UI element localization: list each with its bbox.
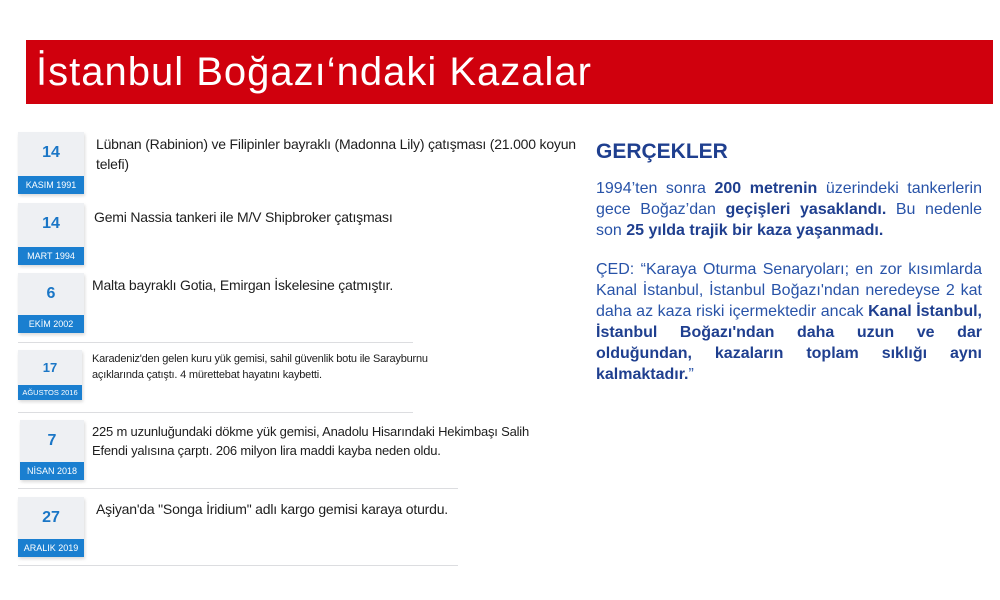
event-description: Lübnan (Rabinion) ve Filipinler bayraklı (Madonna Lily) çatışması (21.000 koyun telefi) <box>96 136 576 173</box>
timeline-event <box>18 203 564 265</box>
page-title: İstanbul Boğazı‘ndaki Kazalar <box>36 49 592 94</box>
facts-emphasis: geçişleri yasaklandı. <box>725 201 887 218</box>
date-card <box>18 132 84 194</box>
divider <box>18 488 458 489</box>
date-month: ARALIK 2019 <box>18 539 84 557</box>
date-day: 6 <box>46 285 56 302</box>
facts-text: 1994’ten sonra <box>596 180 715 197</box>
timeline-event <box>18 132 591 194</box>
event-description: Gemi Nassia tankeri ile M/V Shipbroker çatışması <box>94 209 393 225</box>
date-day: 27 <box>42 509 60 526</box>
facts-text: Bu nedenle son <box>596 201 982 239</box>
event-description: Karadeniz'den gelen kuru yük gemisi, sahil güvenlik botu ile Sarayburnu açıklarında çatıştı. 4 mürettebat hayatını kaybetti. <box>92 353 428 381</box>
date-card <box>18 203 84 265</box>
facts-heading: GERÇEKLER <box>596 140 728 163</box>
facts-emphasis: 25 yılda trajik bir kaza yaşanmadı. <box>626 222 884 239</box>
date-card <box>18 273 84 333</box>
timeline-event <box>18 350 472 400</box>
timeline-event <box>18 273 562 333</box>
date-month: AĞUSTOS 2016 <box>18 385 82 400</box>
facts-panel <box>596 140 982 403</box>
divider <box>18 412 413 413</box>
date-card <box>18 497 84 557</box>
timeline-event <box>20 420 552 480</box>
date-month: EKİM 2002 <box>18 315 84 333</box>
event-description: 225 m uzunluğundaki dökme yük gemisi, Anadolu Hisarındaki Hekimbaşı Salih Efendi yalısına çarptı. 206 milyon lira maddi kayba neden oldu. <box>92 424 530 458</box>
date-day: 14 <box>42 215 60 232</box>
date-month: MART 1994 <box>18 247 84 265</box>
divider <box>18 342 413 343</box>
facts-emphasis: Kanal İstanbul, İstanbul Boğazı'ndan daha uzun ve dar olduğundan, kazaların toplam sıklığı aynı kalmaktadır. <box>596 303 982 383</box>
facts-text: ÇED: “Karaya Oturma Senaryoları; en zor kısımlarda Kanal İstanbul, İstanbul Boğazı'ndan neredeyse 2 kat daha az kaza riski içermektedir ancak <box>596 261 982 320</box>
date-day: 7 <box>47 432 57 449</box>
date-card <box>20 420 84 480</box>
event-description: Aşiyan'da "Songa İridium" adlı kargo gemisi karaya oturdu. <box>96 501 448 517</box>
date-month: NİSAN 2018 <box>20 462 84 480</box>
date-month: KASIM 1991 <box>18 176 84 194</box>
facts-text: üzerindeki tankerlerin gece Boğaz’dan <box>596 180 982 218</box>
facts-text: ” <box>688 366 694 383</box>
timeline-event <box>18 497 536 557</box>
date-day: 14 <box>42 144 60 161</box>
event-description: Malta bayraklı Gotia, Emirgan İskelesine çatmıştır. <box>92 277 394 293</box>
facts-paragraph-ced <box>596 259 982 385</box>
divider <box>18 565 458 566</box>
facts-paragraph-ban <box>596 178 982 241</box>
date-card <box>18 350 82 400</box>
facts-emphasis: 200 metrenin <box>714 180 818 197</box>
date-day: 17 <box>42 360 58 375</box>
